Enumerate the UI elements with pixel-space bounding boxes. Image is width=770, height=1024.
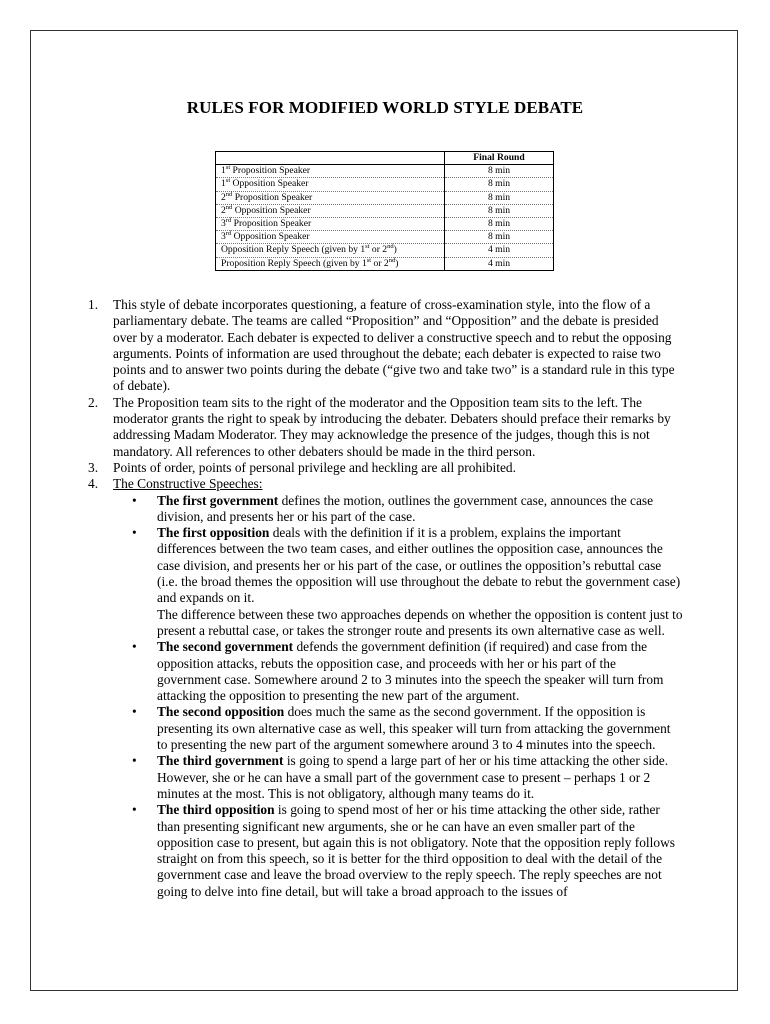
table-row — [216, 178, 554, 191]
speaker-label: 1st Opposition Speaker — [216, 178, 445, 191]
page-title: RULES FOR MODIFIED WORLD STYLE DEBATE — [186, 98, 584, 117]
table-row — [216, 257, 554, 270]
bullet-text: is going to spend a large part of her or his time attacking the other side. However, she or he can have a small part of the government case to present – perhaps 1 or 2 minutes at the most. This is not obligatory, although many teams do it. — [157, 753, 669, 801]
bullet-icon: • — [132, 492, 137, 508]
list-number: 1. — [88, 297, 99, 312]
reply-time: 4 min — [445, 244, 554, 257]
list-number: 3. — [88, 459, 99, 475]
bullet-heading: The first opposition — [157, 525, 270, 541]
speaker-label: 1st Proposition Speaker — [216, 165, 445, 178]
list-text: The Proposition team sits to the right of the moderator and the Opposition team sits to the left. The moderator grants the right to speak by introducing the debater. Debaters should preface their remarks by addressing Madam Moderator. They may acknowledge the presence of the judges, though this is not mandatory. All references to other debaters should be made in the third person. — [113, 394, 671, 459]
list-number: 4. — [88, 476, 99, 492]
list-item — [88, 460, 683, 476]
list-item — [88, 297, 683, 395]
list-number: 2. — [88, 394, 99, 410]
bullet-heading: The third opposition — [157, 802, 275, 818]
list-item — [88, 395, 683, 460]
bullet-heading: The second government — [157, 639, 294, 655]
bullet-text: defends the government definition (if required) and case from the opposition attacks, rebuts the opposition case, and proceeds with her or his part of the government case. Somewhere around 2 to 3 minutes into the speech the speaker will turn from attacking the opposition to presenting the new part of the argument. — [157, 639, 664, 704]
bullet-item — [88, 525, 683, 606]
speaker-label: 2nd Proposition Speaker — [216, 191, 445, 204]
table-row — [216, 165, 554, 178]
speaker-label: 3rd Proposition Speaker — [216, 218, 445, 231]
table-row — [216, 204, 554, 217]
speaker-label: 3rd Opposition Speaker — [216, 231, 445, 244]
table-row — [216, 244, 554, 257]
table-row — [216, 231, 554, 244]
speaker-time: 8 min — [445, 231, 554, 244]
bullet-icon: • — [132, 639, 137, 655]
speaker-time: 8 min — [445, 191, 554, 204]
speaker-label: 2nd Opposition Speaker — [216, 204, 445, 217]
bullet-icon: • — [132, 802, 137, 818]
table-header-row — [216, 152, 554, 165]
bullet-icon: • — [132, 704, 137, 720]
bullet-item — [88, 639, 683, 704]
reply-label: Opposition Reply Speech (given by 1st or 2nd) — [216, 244, 445, 257]
speaker-time: 8 min — [445, 204, 554, 217]
reply-label: Proposition Reply Speech (given by 1st or 2nd) — [221, 256, 399, 269]
bullet-text: defines the motion, outlines the government case, announces the case division, and presents her or his part of the case. — [157, 492, 654, 524]
bullet-icon: • — [132, 525, 137, 541]
table-row — [216, 218, 554, 231]
bullet-heading: The third government — [157, 753, 284, 769]
bullet-text: deals with the definition if it is a problem, explains the important differences between the two team cases, and either outlines the opposition case, announces the case division, and presents her or his part of the case, or outlines the opposition’s rebuttal case (i.e. the broad themes the opposition will use throughout the debate to rebut the government case) and expands on it. — [157, 525, 681, 606]
bullet-text: is going to spend most of her or his time attacking the other side, rather than presenting significant new arguments, she or he can have an even smaller part of the opposition case to present, but again this is not obligatory. Note that the opposition reply follows straight on from this speech, so it is better for the third opposition to deal with the detail of the government case and leave the broad overview to the reply speech. The reply speeches are not going to delve into fine detail, but will take a broad approach to the issues of — [157, 802, 675, 899]
table-header-blank — [216, 152, 445, 165]
bullet-icon: • — [132, 753, 137, 769]
table-header-final-round: Final Round — [445, 152, 554, 165]
bullet-item — [88, 753, 683, 802]
rules-body — [88, 297, 683, 900]
bullet-item — [88, 802, 683, 900]
list-item — [88, 476, 683, 492]
list-text: Points of order, points of personal privilege and heckling are all prohibited. — [113, 459, 516, 475]
speaker-time: 8 min — [445, 165, 554, 178]
speaking-times-table — [215, 151, 554, 271]
speaker-time: 8 min — [445, 178, 554, 191]
bullet-heading: The first government — [157, 492, 279, 508]
bullet-item — [88, 493, 683, 526]
bullet-text: does much the same as the second government. If the opposition is presenting its own alternative case as well, this speaker will turn from attacking the government to presenting the new part of the argument somewhere around 3 to 4 minutes into the speech. — [157, 704, 671, 753]
list-text: This style of debate incorporates questioning, a feature of cross-examination style, into the flow of a parliamentary debate. The teams are called “Proposition” and “Opposition” and the debate is presided over by a moderator. Each debater is expected to deliver a constructive speech and to rebut the opposing arguments. Points of information are used throughout the debate; each debater is expected to raise two points and to answer two points during the debate (“give two and take two” is a standard rule in this type of debate). — [113, 297, 675, 394]
bullet-item — [88, 704, 683, 753]
reply-time: 4 min — [445, 257, 554, 270]
bullet-note: The difference between these two approaches depends on whether the opposition is content just to present a rebuttal case, or takes the stronger route and presents its own alternative case as well. — [157, 606, 683, 638]
speaker-time: 8 min — [445, 218, 554, 231]
bullet-heading: The second opposition — [157, 704, 285, 720]
section-heading: The Constructive Speeches: — [113, 476, 263, 492]
table-row — [216, 191, 554, 204]
